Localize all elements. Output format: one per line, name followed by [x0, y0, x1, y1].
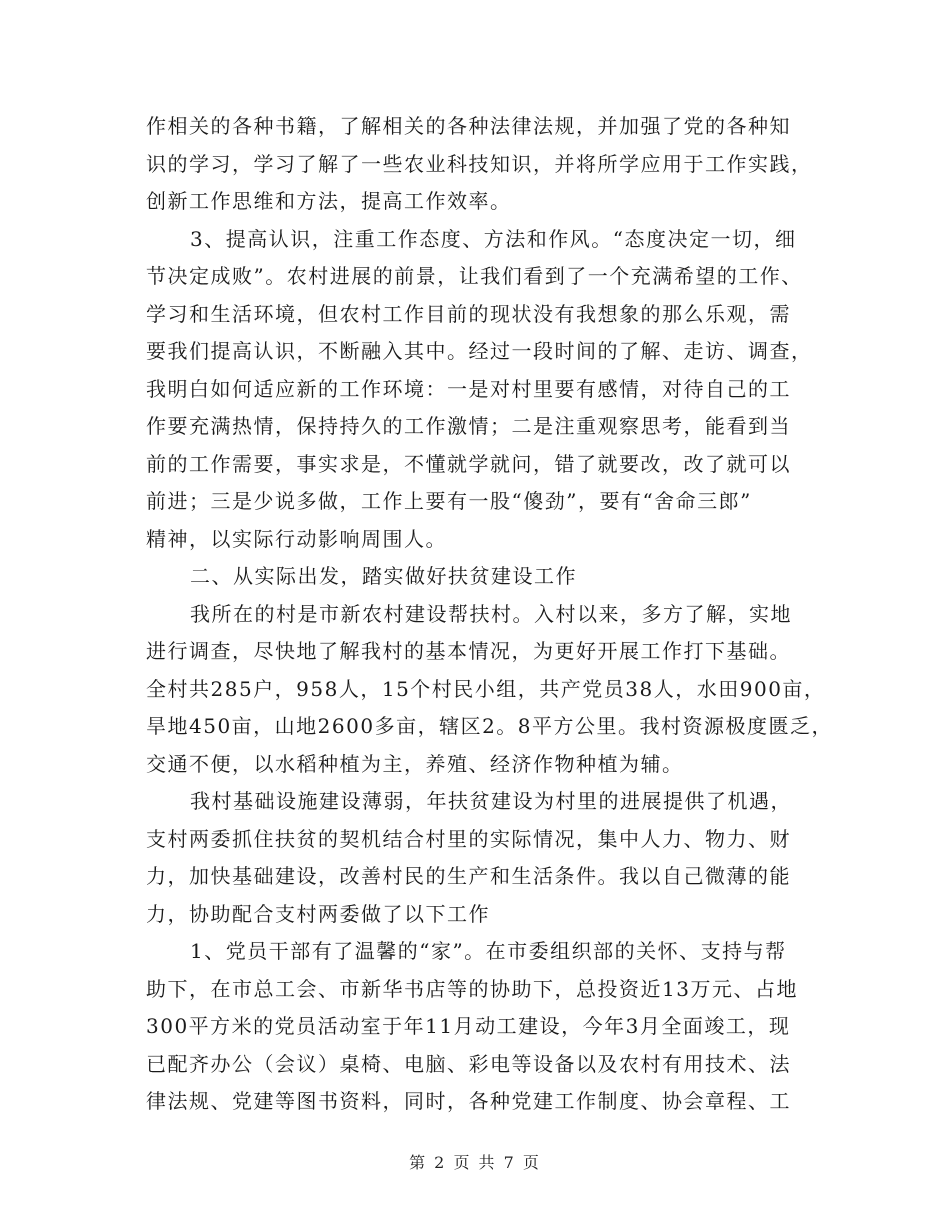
text-line: 作要充满热情，保持持久的工作激情；二是注重观察思考，能看到当	[146, 414, 791, 438]
text-line: 我村基础设施建设薄弱，年扶贫建设为村里的进展提供了机遇，	[190, 789, 792, 813]
text-line: 识的学习，学习了解了一些农业科技知识，并将所学应用于工作实践，	[146, 152, 813, 176]
text-line: 节决定成败”。农村进展的前景，让我们看到了一个充满希望的工作、	[146, 264, 803, 288]
text-line: 创新工作思维和方法，提高工作效率。	[146, 189, 512, 213]
text-line: 作相关的各种书籍，了解相关的各种法律法规，并加强了党的各种知	[146, 114, 791, 138]
text-line: 我明白如何适应新的工作环境：一是对村里要有感情，对待自己的工	[146, 377, 791, 401]
text-line: 要我们提高认识，不断融入其中。经过一段时间的了解、走访、调查，	[146, 339, 813, 363]
text-line: 旱地450亩，山地2600多亩，辖区2。8平方公里。我村资源极度匮乏，	[146, 714, 834, 738]
text-line: 前进；三是少说多做，工作上要有一股“傻劲”，要有“舍命三郎”	[146, 489, 752, 513]
text-line: 我所在的村是市新农村建设帮扶村。入村以来，多方了解，实地	[190, 602, 792, 626]
text-line: 力，加快基础建设，改善村民的生产和生活条件。我以自己微薄的能	[146, 864, 791, 888]
text-line: 力，协助配合支村两委做了以下工作	[146, 902, 490, 926]
text-line: 支村两委抓住扶贫的契机结合村里的实际情况，集中人力、物力、财	[146, 827, 791, 851]
text-line: 1、党员干部有了温馨的“家”。在市委组织部的关怀、支持与帮	[190, 939, 787, 963]
text-line: 已配齐办公（会议）桌椅、电脑、彩电等设备以及农村有用技术、法	[146, 1052, 791, 1076]
text-line: 进行调查，尽快地了解我村的基本情况，为更好开展工作打下基础。	[146, 639, 791, 663]
text-line: 前的工作需要，事实求是，不懂就学就问，错了就要改，改了就可以	[146, 452, 791, 476]
text-line: 300平方米的党员活动室于年11月动工建设，今年3月全面竣工，现	[146, 1014, 791, 1038]
text-line: 全村共285户，958人，15个村民小组，共产党员38人，水田900亩，	[146, 677, 826, 701]
text-line: 学习和生活环境，但农村工作目前的现状没有我想象的那么乐观，需	[146, 302, 791, 326]
text-line: 交通不便，以水稻种植为主，养殖、经济作物种植为辅。	[146, 752, 684, 776]
text-line: 律法规、党建等图书资料，同时，各种党建工作制度、协会章程、工	[146, 1089, 791, 1113]
section-heading: 二、从实际出发，踏实做好扶贫建设工作	[190, 564, 577, 588]
page-number: 第 2 页 共 7 页	[409, 1153, 541, 1172]
text-line: 精神，以实际行动影响周围人。	[146, 527, 447, 551]
text-line: 助下，在市总工会、市新华书店等的协助下，总投资近13万元、占地	[146, 977, 798, 1001]
text-line: 3、提高认识，注重工作态度、方法和作风。“态度决定一切，细	[190, 227, 797, 251]
